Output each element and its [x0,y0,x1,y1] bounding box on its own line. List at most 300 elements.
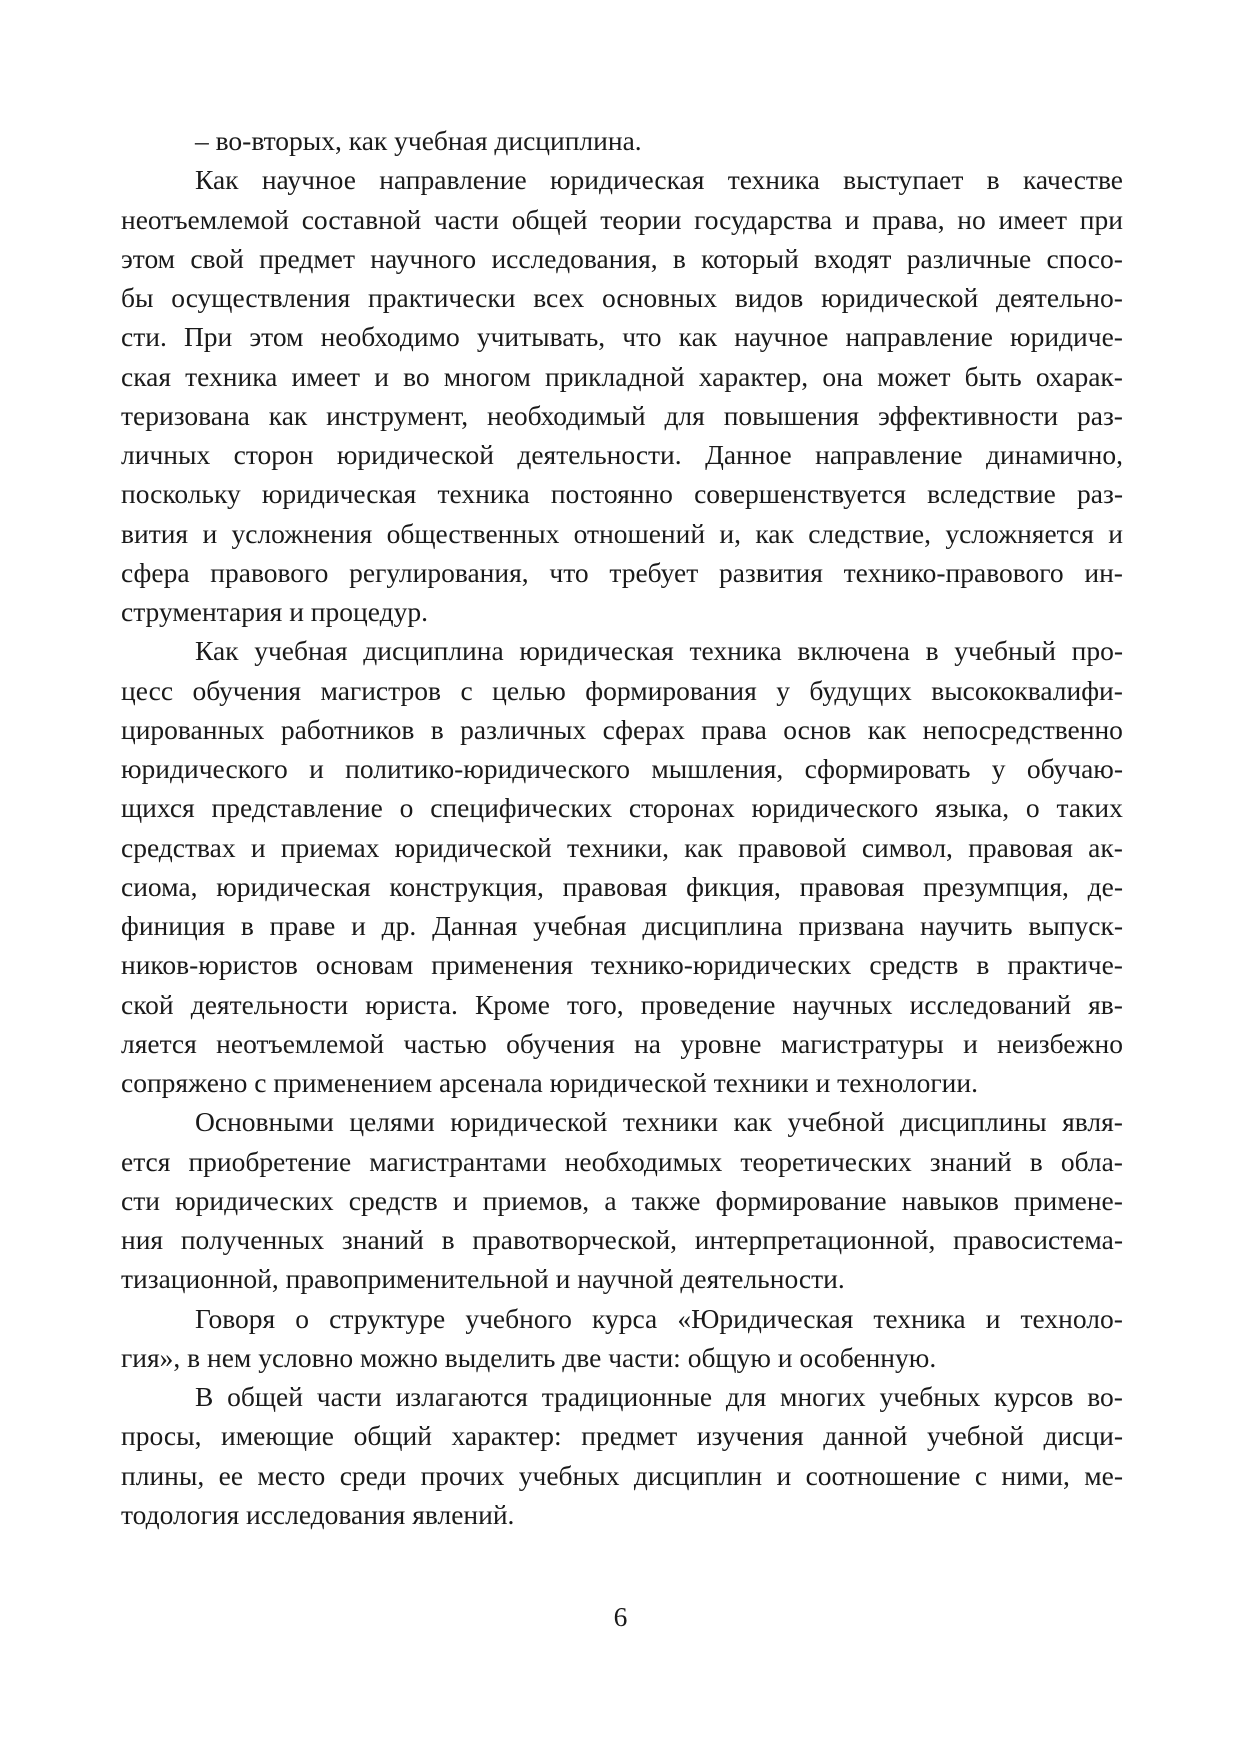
text-line [121,1299,1123,1338]
word: выступает [843,164,964,196]
word: обучаю- [1026,753,1123,784]
word: постоянно [550,478,673,510]
word: техника [873,1302,966,1334]
word: и [250,831,266,863]
word: характер: [451,1420,562,1452]
word: деятельности [190,988,349,1020]
text-line: тизационной, правоприменительной и научной деятельности. [121,1263,845,1295]
word: учебного [465,1302,572,1334]
word: сиома, [121,870,198,902]
word: знаний [341,1224,424,1255]
word: политико-юридического [345,753,630,784]
word: прочих [420,1459,505,1491]
word: учебной [787,1106,885,1138]
word: деятельно- [995,282,1123,313]
word: Говоря [195,1302,276,1334]
word: личных [121,439,211,470]
word: государства [694,203,833,235]
word: финиция [121,910,226,941]
word: что [549,556,589,588]
text-line [121,749,1123,788]
word: этом [249,321,304,353]
word: ляется [121,1027,197,1059]
word: про- [1071,635,1123,667]
word: и [776,1459,792,1491]
word: имеет [291,360,361,392]
word: учебных [518,1459,620,1491]
word: права [701,713,767,745]
word: характер, [698,360,809,392]
word: ния [121,1224,164,1255]
word: а [604,1184,617,1216]
text-line [121,1456,1123,1495]
word: всех [533,282,585,313]
word: дисциплина [363,635,504,667]
word: вития [121,517,189,549]
word: формирование [715,1184,887,1216]
word: юридическая [216,870,371,902]
word: сти. [121,321,167,353]
word: следствие, [808,517,931,549]
text-line [121,1102,1123,1141]
word: направление [845,321,993,353]
word: средств [348,1184,438,1216]
word: части [316,1381,382,1412]
word: качестве [1022,164,1123,196]
text-line [121,828,1123,867]
word: и [351,910,366,941]
word: мышления, [651,753,784,784]
word: ин- [1084,556,1123,588]
word: юридической [394,831,552,863]
word: инструмент, [326,399,469,431]
word: юридического [751,792,919,824]
word: сформировать [804,753,971,784]
word: практически [368,282,516,313]
page-number: 6 [613,1601,628,1632]
word: для [725,1381,767,1412]
word: у [776,674,790,706]
word: научных [792,988,893,1020]
word: имеет [998,203,1068,235]
word: прикладной [544,360,685,392]
word: языка, [935,792,1010,824]
word: необходимых [564,1145,723,1177]
word: как [678,321,718,353]
text-line: тодология исследования явлений. [121,1498,515,1530]
word: навыков [901,1184,999,1216]
word: техноло- [1020,1302,1123,1334]
text-line [121,474,1123,513]
word: юридическая [549,164,705,196]
text-line [121,1142,1123,1181]
word: может [877,360,951,392]
word: также [631,1184,701,1216]
word: целью [492,674,566,706]
word: обла- [1060,1145,1123,1177]
word: и [844,203,860,235]
word: теоретических [740,1145,912,1177]
word: во [403,360,430,392]
text-line: гия», в нем условно можно выделить две части: общую и особенную. [121,1341,937,1373]
word: основных [602,282,718,313]
word: основ [783,713,852,745]
word: требует [609,556,699,588]
word: совершенствуется [694,478,906,510]
word: техника [185,360,278,392]
text-line [121,553,1123,592]
word: Кроме [474,988,550,1020]
word: предмет [259,242,356,274]
word: щихся [121,792,195,824]
word: различные [906,242,1032,274]
word: в [430,713,444,745]
word: технико-правового [843,556,1064,588]
word: правотворческой, [472,1224,678,1255]
word: ее [218,1459,244,1491]
word: юридиче- [1010,321,1123,353]
word: общей [511,203,588,235]
text-line: сопряжено с применением арсенала юридической техники и технологии. [121,1067,978,1098]
word: При [183,321,233,353]
word: формирования [585,674,757,706]
text-line [121,945,1123,984]
word: многом [443,360,531,392]
word: изучения [696,1420,804,1452]
text-line [121,788,1123,827]
word: общественных [386,517,560,549]
word: техники, [567,831,670,863]
word: полученных [180,1224,325,1255]
word: юридических [175,1184,334,1216]
text-line [121,867,1123,906]
word: в [672,242,686,274]
word: сфера [121,556,190,588]
word: др. [381,910,417,941]
word: юридическая [261,478,417,510]
word: курсов [994,1381,1074,1412]
word: магистратуры [780,1027,944,1059]
word: спосо- [1046,242,1123,274]
word: плины, [121,1459,205,1491]
word: учебных [879,1381,981,1412]
word: Основными [195,1106,334,1138]
word: дисциплин [633,1459,763,1491]
word: данной [823,1420,908,1452]
word: динамично, [986,439,1123,470]
word: проведение [640,988,776,1020]
word: ак- [1088,831,1123,863]
word: вследствие [927,478,1056,510]
word: приобретение [188,1145,352,1177]
text-line [121,160,1123,199]
word: как [755,517,794,549]
word: в [925,635,939,667]
word: и [1108,517,1123,549]
word: раз- [1077,478,1123,510]
word: будущих [809,674,912,706]
word: осуществления [171,282,351,313]
word: Данная [432,910,518,941]
word: просы, [121,1420,202,1452]
word: но [957,203,986,235]
word: направление [815,439,963,470]
word: среди [339,1459,407,1491]
word: ме- [1084,1459,1123,1491]
word: усложняется [945,517,1094,549]
word: соотношение [805,1459,961,1491]
word: целями [349,1106,435,1138]
word: быть [964,360,1022,392]
word: работников [280,713,415,745]
word: составной [301,203,422,235]
word: ется [121,1145,171,1177]
word: поскольку [121,478,241,510]
word: научное [261,164,356,196]
word: де- [1087,870,1123,902]
word: сферах [602,713,685,745]
word: общий [353,1420,432,1452]
word: представление [211,792,383,824]
word: правового [210,556,329,588]
word: ская [121,360,172,392]
word: практиче- [1007,949,1123,981]
word: правосистема- [953,1224,1123,1255]
word: учебная [533,910,627,941]
word: регулирования, [349,556,529,588]
word: приемах [280,831,380,863]
word: у [991,753,1006,784]
word: технико-юридических [591,949,852,981]
text-line: струментария и процедур. [121,596,428,627]
word: юридической [450,1106,608,1138]
word: с [460,674,473,706]
text-line [121,317,1123,356]
word: обучения [506,1027,615,1059]
word: юридической [821,282,979,313]
word: и [985,1302,1001,1334]
word: излагаются [395,1381,528,1412]
word: дисци- [1043,1420,1123,1452]
word: неотъемлемой [121,203,289,235]
word: развития [718,556,823,588]
word: о [295,1302,310,1334]
word: презумпция, [923,870,1069,902]
word: призвана [798,910,905,941]
word: теризована [121,399,250,431]
text-line: – во-вторых, как учебная дисциплина. [195,125,642,156]
word: в [240,910,254,941]
word: Как [195,164,239,196]
word: праве [269,910,336,941]
word: этом [121,242,176,274]
word: курса [592,1302,658,1334]
word: исследования, [491,242,658,274]
word: и [202,517,218,549]
word: дисциплины [899,1106,1047,1138]
word: в [986,164,1000,196]
text-line [121,1377,1123,1416]
word: символ, [861,831,953,863]
word: имеющие [221,1420,335,1452]
word: усложнения [231,517,373,549]
word: который [701,242,799,274]
text-line [121,710,1123,749]
word: сти [121,1184,160,1216]
word: для [664,399,705,431]
word: фикция, [686,870,781,902]
word: учебный [954,635,1056,667]
word: правовой [738,831,847,863]
word: цированных [121,713,265,745]
word: учебная [254,635,348,667]
word: включена [797,635,910,667]
text-line [121,1416,1123,1455]
word: основам [315,949,414,981]
word: при [1079,203,1123,235]
word: Данное [705,439,792,470]
word: знаний [929,1145,1012,1177]
text-line [121,985,1123,1024]
word: видов [734,282,804,313]
word: и [963,1027,978,1059]
text-line [121,357,1123,396]
word: магистрантами [369,1145,547,1177]
word: сторон [233,439,314,470]
word: деятельности. [517,439,682,470]
word: различных [460,713,587,745]
word: раз- [1076,399,1123,431]
word: ской [121,988,174,1020]
word: «Юридическая [677,1302,854,1334]
word: магистров [320,674,441,706]
word: учебной [926,1420,1024,1452]
text-line [121,1024,1123,1063]
word: научить [920,910,1013,941]
word: средствах [121,831,236,863]
word: бы [121,282,154,313]
word: правовая [799,870,905,902]
word: техника [727,164,820,196]
word: предмет [581,1420,678,1452]
word: отношений [573,517,706,549]
word: как [268,399,308,431]
word: и [374,360,389,392]
word: сторонах [628,792,735,824]
word: юридического [121,753,288,784]
word: теории [600,203,682,235]
word: о [1025,792,1040,824]
text-line [121,671,1123,710]
word: Как [195,635,239,667]
text-line [121,1220,1123,1259]
word: научного [370,242,477,274]
word: правовая [562,870,668,902]
word: интерпретационной, [694,1224,936,1255]
text-line [121,631,1123,670]
word: повышения [723,399,860,431]
word: во- [1087,1381,1123,1412]
word: ников-юристов [121,949,298,981]
text-line [121,906,1123,945]
word: примене- [1014,1184,1123,1216]
word: учитывать, [476,321,606,353]
word: яв- [1088,988,1123,1020]
word: охарак- [1035,360,1123,392]
text-line [121,278,1123,317]
text-line [121,514,1123,553]
word: и [309,753,324,784]
word: направление [379,164,527,196]
word: и [452,1184,468,1216]
word: юридическая [519,635,674,667]
word: она [822,360,864,392]
word: приемов, [482,1184,590,1216]
word: частью [403,1027,487,1059]
word: выпуск- [1028,910,1123,941]
word: права, [872,203,945,235]
word: как [684,831,723,863]
word: на [634,1027,662,1059]
word: входят [814,242,892,274]
word: и, [719,517,742,549]
word: необходимый [486,399,646,431]
word: обучения [192,674,302,706]
text-line [121,1181,1123,1220]
word: средств [869,949,959,981]
word: юриста. [365,988,458,1020]
word: дисциплина [642,910,783,941]
word: высококвалифи- [931,674,1123,706]
word: место [257,1459,326,1491]
word: того, [566,988,624,1020]
word: свой [190,242,244,274]
word: неотъемлемой [216,1027,385,1059]
word: В [195,1381,214,1412]
word: цесс [121,674,174,706]
word: техники [622,1106,718,1138]
word: научное [734,321,829,353]
word: части [433,203,499,235]
word: явля- [1062,1106,1123,1138]
word: применения [431,949,574,981]
word: о [399,792,414,824]
word: техника [689,635,782,667]
word: что [622,321,662,353]
word: с [974,1459,988,1491]
word: многих [780,1381,866,1412]
word: общей [227,1381,303,1412]
word: структуре [329,1302,446,1334]
text-line [121,239,1123,278]
text-line [121,200,1123,239]
word: специфических [430,792,613,824]
word: юридической [336,439,494,470]
text-line [121,435,1123,474]
word: неизбежно [997,1027,1123,1059]
word: непосредственно [922,713,1123,745]
word: как [733,1106,772,1138]
word: конструкция, [389,870,544,902]
word: исследований [909,988,1072,1020]
word: необходимо [320,321,460,353]
body-text [121,121,1123,1534]
word: правовая [968,831,1073,863]
word: ними, [1001,1459,1070,1491]
word: таких [1056,792,1123,824]
word: техника [437,478,530,510]
word: в [976,949,990,981]
